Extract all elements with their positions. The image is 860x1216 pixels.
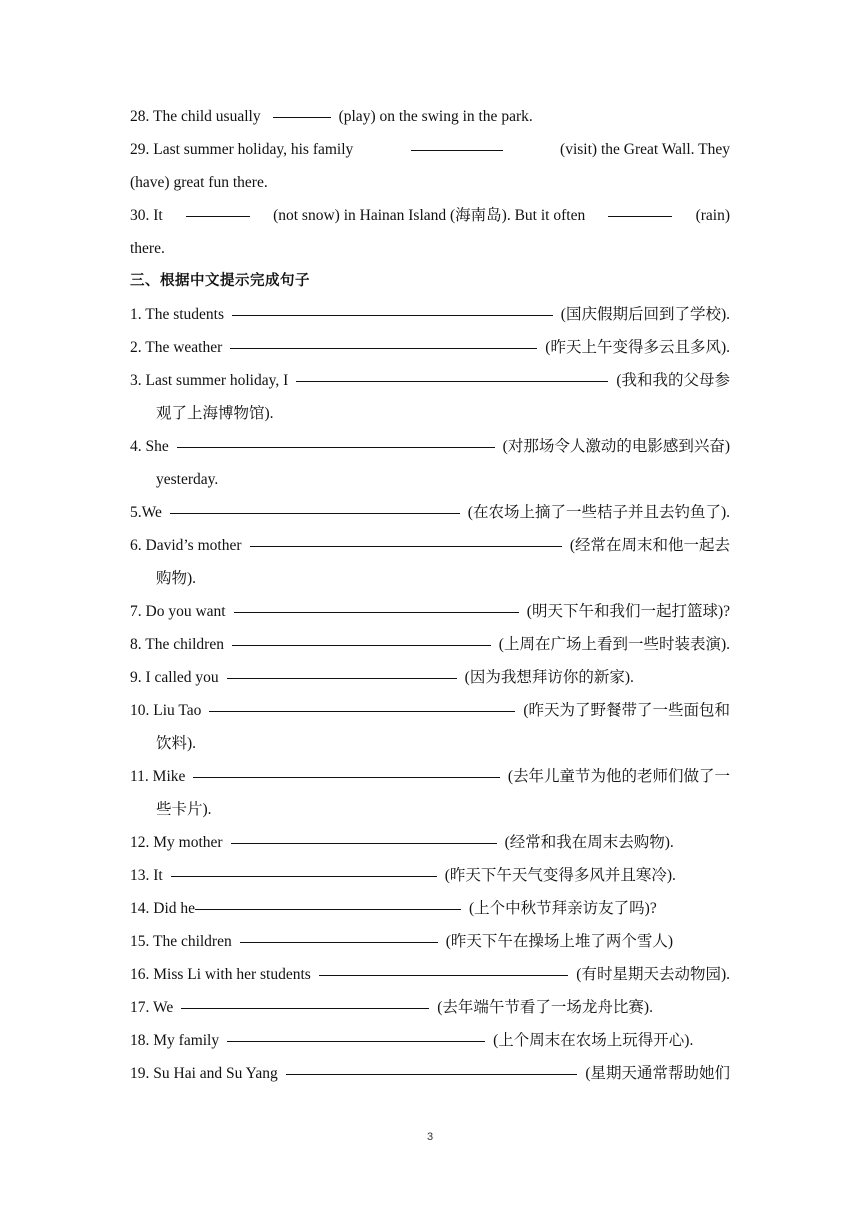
answer-blank[interactable] (186, 215, 250, 217)
answer-blank[interactable] (193, 776, 499, 778)
answer-blank[interactable] (273, 116, 331, 118)
item-8 (130, 628, 730, 661)
answer-blank[interactable] (232, 644, 491, 646)
item-lead: 14. Did he (130, 900, 196, 917)
item-hint-cont: 购物). (156, 570, 197, 587)
answer-blank[interactable] (231, 842, 497, 844)
item-hint: (昨天下午在操场上堆了两个雪人) (445, 933, 674, 950)
answer-blank[interactable] (181, 1007, 429, 1009)
question-text: there. (130, 240, 165, 257)
question-text: 29. Last summer holiday, his family (130, 141, 354, 158)
item-lead: 7. Do you want (130, 603, 226, 620)
item-hint: (上个周末在农场上玩得开心). (493, 1032, 694, 1049)
item-13 (130, 859, 730, 892)
item-hint: (去年儿童节为他的老师们做了一 (507, 768, 730, 785)
answer-blank[interactable] (230, 347, 537, 349)
item-5 (130, 496, 730, 529)
item-lead: 1. The students (130, 306, 224, 323)
question-28 (130, 100, 730, 133)
page-number: 3 (426, 1131, 434, 1143)
answer-blank[interactable] (240, 941, 438, 943)
answer-blank[interactable] (234, 611, 519, 613)
item-4-cont (130, 463, 730, 496)
item-hint: (明天下午和我们一起打篮球)? (526, 603, 730, 620)
item-11 (130, 760, 730, 793)
item-hint-cont: 饮料). (156, 735, 197, 752)
answer-blank[interactable] (177, 446, 495, 448)
item-1 (130, 298, 730, 331)
item-12 (130, 826, 730, 859)
item-lead: 13. It (130, 867, 163, 884)
item-lead: 12. My mother (130, 834, 223, 851)
item-hint: (去年端午节看了一场龙舟比赛). (437, 999, 653, 1016)
item-hint: (上个中秋节拜亲访友了吗)? (469, 900, 657, 917)
item-lead: 17. We (130, 999, 174, 1016)
item-lead: 5.We (130, 504, 162, 521)
item-hint: (因为我想拜访你的新家). (464, 669, 634, 686)
item-17 (130, 991, 730, 1024)
question-text: (visit) the Great Wall. They (560, 141, 730, 158)
answer-blank[interactable] (608, 215, 672, 217)
question-text: 30. It (130, 207, 163, 224)
worksheet-content (130, 100, 730, 1090)
item-4 (130, 430, 730, 463)
answer-blank[interactable] (170, 512, 460, 514)
item-lead: 4. She (130, 438, 169, 455)
item-lead: 2. The weather (130, 339, 223, 356)
question-text: (not snow) in Hainan Island (海南岛). But it often (273, 207, 586, 224)
item-lead: 10. Liu Tao (130, 702, 202, 719)
item-lead: 3. Last summer holiday, I (130, 372, 289, 389)
answer-blank[interactable] (232, 314, 553, 316)
item-3-cont (130, 397, 730, 430)
answer-blank[interactable] (227, 1040, 485, 1042)
question-text: (have) great fun there. (130, 174, 268, 191)
item-10 (130, 694, 730, 727)
item-lead: 18. My family (130, 1032, 220, 1049)
item-6-cont (130, 562, 730, 595)
item-18 (130, 1024, 730, 1057)
answer-blank[interactable] (411, 149, 503, 151)
answer-blank[interactable] (171, 875, 437, 877)
answer-blank[interactable] (296, 380, 608, 382)
item-lead: 6. David’s mother (130, 537, 242, 554)
item-lead: 8. The children (130, 636, 224, 653)
item-14 (130, 892, 730, 925)
item-hint: (昨天上午变得多云且多风). (545, 339, 730, 356)
item-15 (130, 925, 730, 958)
item-10-cont (130, 727, 730, 760)
item-hint: (有时星期天去动物园). (576, 966, 730, 983)
section-heading: 三、根据中文提示完成句子 (130, 273, 310, 289)
answer-blank[interactable] (319, 974, 568, 976)
item-hint: (在农场上摘了一些桔子并且去钓鱼了). (467, 504, 730, 521)
item-2 (130, 331, 730, 364)
answer-blank[interactable] (286, 1073, 578, 1075)
item-3 (130, 364, 730, 397)
item-hint: (昨天下午天气变得多风并且寒冷). (444, 867, 676, 884)
item-hint: (上周在广场上看到一些时装表演). (498, 636, 730, 653)
item-hint: (经常和我在周末去购物). (504, 834, 674, 851)
question-30 (130, 199, 730, 232)
item-lead: 11. Mike (130, 768, 186, 785)
item-hint: (国庆假期后回到了学校). (560, 306, 730, 323)
answer-blank[interactable] (195, 908, 461, 910)
answer-blank[interactable] (209, 710, 515, 712)
question-30-cont (130, 232, 730, 265)
item-lead: 19. Su Hai and Su Yang (130, 1065, 278, 1082)
item-7 (130, 595, 730, 628)
question-text: 28. The child usually (130, 108, 261, 125)
item-9 (130, 661, 730, 694)
question-text: (play) on the swing in the park. (338, 108, 533, 125)
item-hint: (我和我的父母参 (616, 372, 730, 389)
item-lead: 15. The children (130, 933, 232, 950)
item-hint-cont: yesterday. (156, 471, 219, 488)
item-16 (130, 958, 730, 991)
question-29-cont (130, 166, 730, 199)
answer-blank[interactable] (250, 545, 562, 547)
item-lead: 9. I called you (130, 669, 219, 686)
item-hint: (经常在周末和他一起去 (569, 537, 730, 554)
item-hint: (昨天为了野餐带了一些面包和 (523, 702, 730, 719)
item-hint: (星期天通常帮助她们 (585, 1065, 730, 1082)
item-19 (130, 1057, 730, 1090)
item-hint-cont: 观了上海博物馆). (156, 405, 274, 422)
question-29 (130, 133, 730, 166)
answer-blank[interactable] (227, 677, 457, 679)
item-11-cont (130, 793, 730, 826)
question-text: (rain) (695, 207, 730, 224)
item-lead: 16. Miss Li with her students (130, 966, 311, 983)
item-hint: (对那场令人激动的电影感到兴奋) (502, 438, 730, 455)
item-hint-cont: 些卡片). (156, 801, 212, 818)
item-6 (130, 529, 730, 562)
